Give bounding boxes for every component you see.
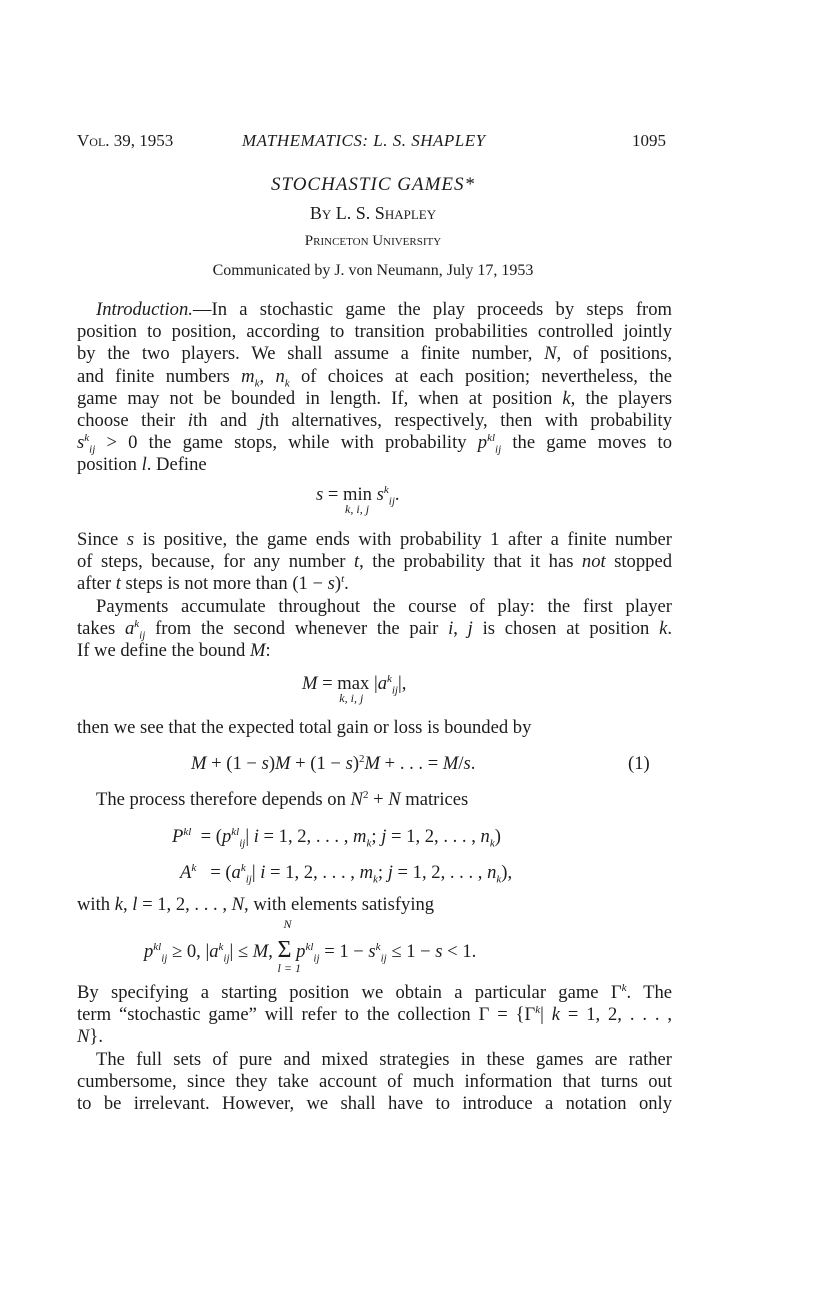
- equation-bound-m: M = max k, i, j $|a^k_{ij}|$,: [302, 672, 407, 705]
- paragraph-matrices: The process therefore depends on $N^2 + N$ matrices: [96, 788, 469, 810]
- equation-a-matrix: $A^k = (a^k_{ij}|$ i = 1, 2, . . . , $m_k$; j = 1, 2, . . . , $n_k$),: [180, 861, 513, 886]
- intro-heading: Introduction.: [96, 299, 193, 320]
- communicated-line: Communicated by J. von Neumann, July 17, 1953: [212, 262, 534, 279]
- equation-conditions: $p^{kl}_{ij} \ge 0$, $|a^k_{ij}| \le M$, N Σ l = 1 $p^{kl}_{ij} = 1 - s^k_{ij} \le 1 - s < 1$.: [144, 917, 477, 975]
- paragraph-game-collection: By specifying a starting position we obtain a particular game $\Gamma^k$. The term “stochastic game” will refer to the collection $\Gamma = \{\Gamma^k|$ k = 1, 2, . . . , N}.: [77, 981, 673, 1048]
- equation-1-number: (1): [628, 753, 650, 774]
- paragraph-elements: with k, l = 1, 2, . . . , N, with elements satisfying: [77, 894, 435, 915]
- equation-p-matrix: $P^{kl} = (p^{kl}_{ij}|$ i = 1, 2, . . . , $m_k$; j = 1, 2, . . . , $n_k$): [172, 825, 501, 850]
- equation-s-min: s = min k, i, j $s^k_{ij}$.: [316, 483, 400, 516]
- paragraph-termination: Since s is positive, the game ends with probability 1 after a finite number of steps, because, for any number t, the probability that it has not stopped after t steps is not more than $(1 - s)^t$.: [77, 529, 672, 595]
- author-line: By L. S. Shapley: [309, 203, 437, 223]
- page-number: 1095: [632, 131, 666, 150]
- running-title: MATHEMATICS: L. S. SHAPLEY: [242, 131, 486, 150]
- paragraph-payments: Payments accumulate throughout the course of play: the first player takes $a^k_{ij}$ from the second whenever the pair i, j is chosen at position k. If we define the bound M:: [77, 596, 672, 662]
- article-title: STOCHASTIC GAMES*: [270, 174, 476, 195]
- intro-paragraph: Introduction.—In a stochastic game the play proceeds by steps from position to position, according to transition probabilities controlled jointly by the two players. We shall assume a finite number, N, of positions, and finite numbers $m_k$, $n_k$ of choices at each position; nevertheless, the game may not be bounded in length. If, when at position k, the players choose their ith and jth alternatives, respectively, then with probability $s^k_{ij} > 0$ the game stops, while with probability $p^{kl}_{ij}$ the game moves to position l. Define: [77, 299, 673, 476]
- equation-1: $M + (1 - s)M + (1 - s)^2M$ + . . . = M/s.: [191, 752, 476, 774]
- paragraph-expected-gain: then we see that the expected total gain or loss is bounded by: [77, 717, 532, 738]
- paragraph-strategies: The full sets of pure and mixed strategies in these games are rather cumbersome, since they take account of much information that turns out to be irrelevant. However, we shall have to introduce a notation only: [77, 1049, 672, 1115]
- affiliation: Princeton University: [304, 233, 442, 249]
- volume-header: Vol. 39, 1953: [77, 131, 174, 150]
